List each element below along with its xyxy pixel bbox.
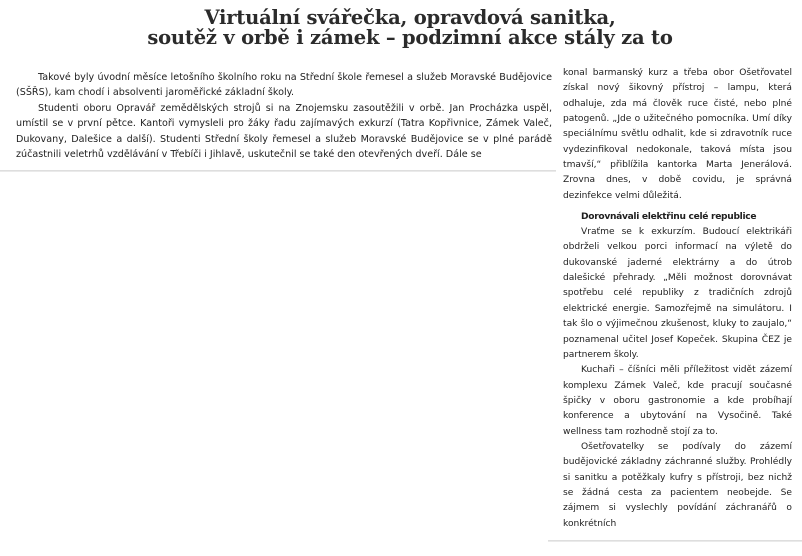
headline-line-2: soutěž v orbě i zámek – podzimní akce stály za to [147, 26, 673, 49]
column-paragraph-1: Vraťme se k exkurzím. Budoucí elektrikáři obdrželi velkou porci informací na výletě do dukovanské jaderné elektrárny a do útrob dalešické přehrady. „Měli možnost dorovnávat spotřebu celé republiky z tradičních zdrojů elektrické energie. Samozřejmě na simulátoru. I tak šlo o výjimečnou zkušenost, kluky to zaujalo,“ poznamenal učitel Josef Kopeček. Skupina ČEZ je partnerem školy. [563, 227, 792, 360]
column-paragraph-3: Ošetřovatelky se podívaly do zázemí budějovické základny záchranné služby. Prohlédly si sanitku a potěžkaly kufry s přístroji, bez nichž se žádná cesta za pacientem neobejde. Se zájmem si vyslechly povídání záchranářů o konkrétních [563, 441, 792, 529]
article-headline [100, 8, 720, 48]
column-paragraph-2: Kuchaři – číšníci měli příležitost vidět zázemí komplexu Zámek Valeč, kde pracují současné špičky v oboru gastronomie a kde probíhají konference a ubytování na Vysočině. Také wellness tam rozhodně stojí za to. [563, 365, 792, 437]
headline-line-1: Virtuální svářečka, opravdová sanitka, [204, 6, 616, 29]
lead-paragraph-1: Takové byly úvodní měsíce letošního školního roku na Střední škole řemesel a služeb Moravské Budějovice (SŠŘS), kam chodí i absolventi jaroměřické základní školy. [16, 72, 552, 99]
lead-text [16, 70, 552, 162]
section-divider [0, 170, 556, 172]
column-continuation: konal barmanský kurz a třeba obor Ošetřovatel získal nový šikovný přístroj – lampu, která odhaluje, zda má člověk ruce čisté, nebo plné patogenů. „Jde o užitečného pomocníka. Umí díky speciálnímu světlu odhalit, kde si zdravotník ruce vydezinfikoval nedokonale, taková místa jsou tmavší,“ přiblížila kantorka Marta Jenerálová. Zrovna dnes, v době covidu, je správná dezinfekce velmi důležitá. [563, 68, 792, 201]
right-column [563, 66, 792, 532]
column-bottom-divider [548, 540, 802, 542]
column-subheading: Dorovnávali elektřinu celé republice [581, 212, 757, 223]
lead-paragraph-2: Studenti oboru Opravář zemědělských strojů si na Znojemsku zasoutěžili v orbě. Jan Procházka uspěl, umístil se v první pětce. Kantoři vymysleli pro žáky řadu zajímavých exkurzí (Tatra Kopřivnice, Zámek Valeč, Dukovany, Dalešice a další). Studenti Střední školy řemesel a služeb Moravské Budějovice se v plné parádě zúčastnili veletrhů vzdělávání v Třebíči i Jihlavě, uskutečnil se také den otevřených dveří. Dále se [16, 102, 552, 161]
